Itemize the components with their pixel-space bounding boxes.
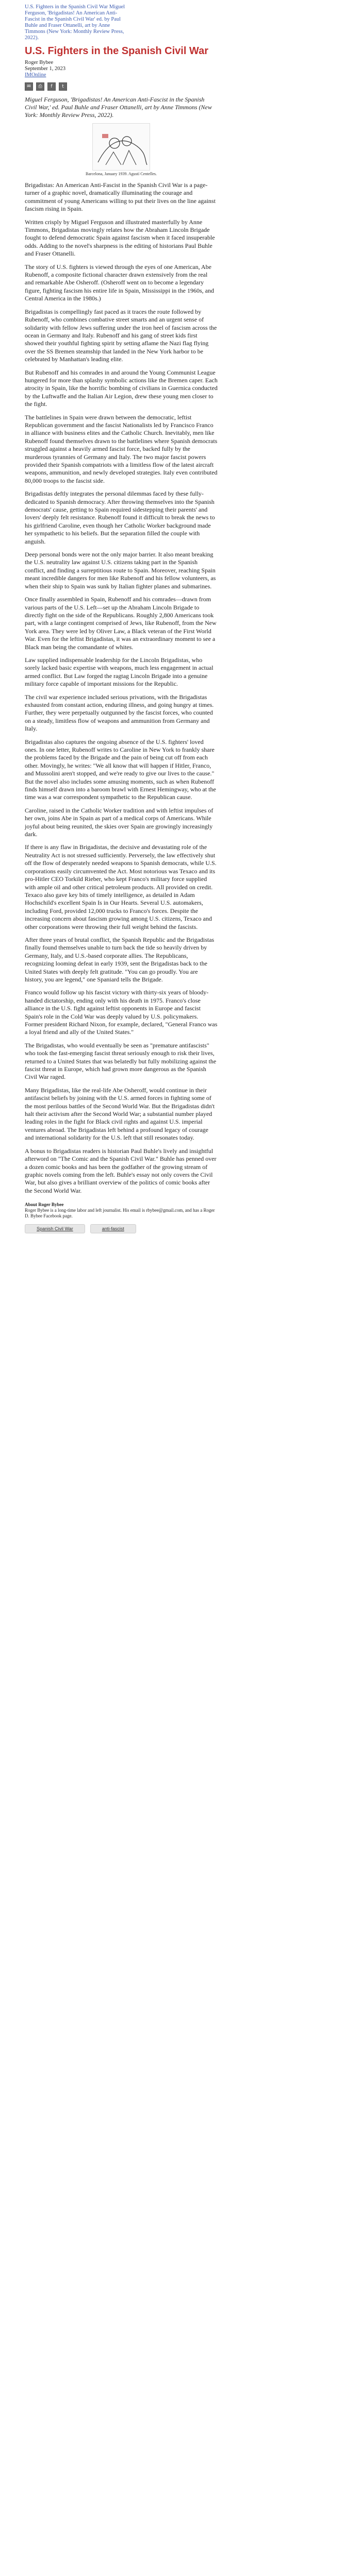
author-bio	[25, 1202, 218, 1219]
illustration-graphic	[93, 124, 150, 170]
paragraph: Law supplied indispensable leadership for the Lincoln Brigadistas, who sorely lacked basic expertise with weapons, much less engagement in actual armed conflict. But Law forged the ragtag Lincoln Brigade into a genuine military force capable of important missions for the Republic.	[25, 656, 214, 688]
tag-spanish-civil-war[interactable]: Spanish Civil War	[25, 1224, 85, 1233]
section-link[interactable]: IMOnline	[25, 72, 46, 78]
article-body	[25, 181, 218, 1195]
paragraph: Brigadistas: An American Anti-Fascist in the Spanish Civil War is a page-turner of a graphic novel, dramatically illuminating the courage and commitment of young Americans willing to put their lives on the line against fascism rising in Spain.	[25, 181, 216, 213]
paragraph: A bonus to Brigadistas readers is historian Paul Buhle's lively and insightful afterword on "The Comic and the Spanish Civil War." Buhle has penned over a dozen comic books and has been the godfather of the growing stream of graphic novels coming from the left. Buhle's essay not only covers the Civil War, but also gives a brilliant overview of the politics of comic books after the Second World War.	[25, 1147, 217, 1194]
illustration-caption: Barcelona, January 1939. Agustí Centelles.	[86, 172, 157, 176]
email-icon[interactable]: ✉	[25, 82, 33, 91]
twitter-icon[interactable]: t	[59, 82, 67, 91]
article-illustration	[92, 123, 150, 171]
paragraph: The story of U.S. fighters is viewed through the eyes of one American, Abe Rubenoff, a composite fictional character drawn extensively from the real and remarkable Abe Osheroff. (Osheroff went on to become a legendary figure, fighting fascism his entire life in Spain, Mississippi in the 1960s, and Central America in the 1980s.)	[25, 263, 214, 302]
publish-date: September 1, 2023	[25, 66, 66, 72]
paragraph: The Brigadistas, who would eventually be seen as "premature antifascists" who took the fast-emerging fascist threat seriously enough to risk their lives, returned to a United States that was belatedly but fully mobilizing against the fascist threat in Europe, which had grown more dangerous as the Spanish Civil War raged.	[25, 1041, 217, 1081]
paragraph: Brigadistas is compellingly fast paced as it traces the route followed by Rubenoff, who combines combative street smarts and an urgent sense of solidarity with fellow Jews suffering under the iron heel of fascism across the ocean in Germany and Italy. Rubenoff and his gang of street kids first showed their youthful fighting spirit by setting aflame the Nazi flag flying over the SS Bremen steamship that landed in the New York harbor to be celebrated by Manhattan's leading elite.	[25, 308, 217, 363]
paragraph: The battlelines in Spain were drawn between the democratic, leftist Republican government and the fascist Nationalists led by Francisco Franco in alliance with business elites and the Catholic Church. Inevitably, men like Rubenoff found themselves drawn to the battlelines where Spanish democrats struggled against a heavily armed fascist force, backed fully by the murderous tyrannies of Germany and Italy. The two major fascist powers provided their Spanish compatriots with a limitless flow of the latest aircraft weapons, ammunition, and newly developed strategies. Italy even contributed 80,000 troops to the fascist side.	[25, 413, 218, 484]
paragraph: Brigadistas deftly integrates the personal dilemmas faced by these fully-dedicated to Spanish democracy. After throwing themselves into the Spanish democrats' cause, getting to Spain required sidestepping their parents' and lovers' deeply felt resistance. Rubenoff found it difficult to break the news to his girlfriend Caroline, even though her Catholic Worker background made her sympathetic to his beliefs. But the separation filled the couple with anguish.	[25, 490, 215, 545]
lede: Miguel Ferguson, 'Brigadistas! An American Anti-Fascist in the Spanish Civil War,' ed. Paul Buhle and Fraser Ottanelli, art by Anne Timmons (New York: Monthly Review Press, 2022).	[25, 96, 212, 118]
tag-anti-fascist[interactable]: anti-fascist	[90, 1224, 136, 1233]
paragraph: If there is any flaw in Brigadistas, the decisive and devastating role of the Neutrality Act is not stressed sufficiently. Perversely, the law effectively shut off the flow of desperately needed weapons to Spanish democrats, while U.S. corporations easily circumvented the Act. Most notorious was Texaco and its pro-Hitler CEO Torkild Rieber, who kept Franco's military force supplied with ample oil and other critical petroleum products. All provided on credit. Texaco also gave key bits of timely intelligence, as detailed in Adam Hochschild's excellent Spain Is in Our Hearts. Several U.S. automakers, including Ford, provided 12,000 trucks to Franco's forces. Despite the increasing concern about fascism growing among U.S. citizens, Texaco and other corporations were throwing their full weight behind the fascists.	[25, 843, 217, 930]
article	[25, 4, 218, 1233]
paragraph: But Rubenoff and his comrades in and around the Young Communist League hungered for more than splashy symbolic actions like the Bremen caper. Each atrocity in Spain, like the horrific bombing of civilians in Guernica conducted by the Luftwaffe and the Italian Air Legion, drew these young men closer to the fight.	[25, 368, 218, 408]
paragraph: Brigadistas also captures the ongoing absence of the U.S. fighters' loved ones. In one letter, Rubenoff writes to Caroline in New York to frankly share the problems faced by the Brigade and the pain of being cut off from each other. Movingly, he writes: "We all know that will happen if Hitler, Franco, and Mussolini aren't stopped, and we're ready to give our lives to the cause." But the novel also includes some amusing moments, such as when Rubenoff finds himself drawn into a baroom brawl with Ernest Hemingway, who at the time was a war correspondent sympathetic to the Republican cause.	[25, 738, 216, 801]
paragraph: Franco would follow up his fascist victory with thirty-six years of bloody-handed dictatorship, ending only with his death in 1975. Franco's close alliance in the U.S. fight against leftist opponents in Europe and fascist Spain's role in the Cold War was deeply valued by U.S. policymakers. Former president Richard Nixon, for example, declared, "General Franco was a loyal friend and ally of the United States."	[25, 989, 218, 1036]
share-row	[25, 82, 218, 91]
facebook-icon[interactable]: f	[47, 82, 56, 91]
byline	[25, 60, 218, 78]
paragraph: The civil war experience included serious privations, with the Brigadistas exhausted from constant action, enduring illness, and going hungry at times. Further, they were perpetually outgunned by the fascist forces, who counted on a steady, limitless flow of weapons and ammunition from Germany and Italy.	[25, 693, 214, 733]
paragraph: Written crisply by Miguel Ferguson and illustrated masterfully by Anne Timmons, Brigadistas movingly relates how the Abraham Lincoln Brigade fought to defend democratic Spain against fascism when it faced insuperable odds. Adding to the novel's sharpness is the editing of historians Paul Buhle and Fraser Ottanelli.	[25, 218, 215, 258]
paragraph: Many Brigadistas, like the real-life Abe Osheroff, would continue in their antifascist beliefs by joining with the U.S. armed forces in fighting some of the most perilous battles of the Second World War. But the Brigadistas didn't halt their activism after the Second World War; a substantial number played leading roles in the fight for Black civil rights and against U.S. imperial ventures abroad. The Brigadistas left behind a profound legacy of courage and international solidarity for the U.S. left that still resonates today.	[25, 1086, 215, 1142]
author-bio-text: Roger Bybee is a long-time labor and left journalist. His email is rbybee@gmail.com, and has a Roger D. Bybee Facebook page.	[25, 1208, 215, 1219]
article-title[interactable]: U.S. Fighters in the Spanish Civil War	[25, 45, 208, 57]
paragraph: Deep personal bonds were not the only major barrier. It also meant breaking the U.S. neutrality law against U.S. citizens taking part in the Spanish conflict, and finding a surreptitious route to Spain. Moreover, reaching Spain meant incredible dangers for men like Rubenoff and his fellow volunteers, as when their ship to Spain was sunk by Italian fighter planes and submarines.	[25, 551, 216, 590]
paragraph: Once finally assembled in Spain, Rubenoff and his comrades—drawn from various parts of the U.S. Left—set up the Abraham Lincoln Brigade to directly fight on the side of the Republicans. Roughly 2,800 Americans took part, with a large contingent comprised of Jews, like Rubenoff, from the New York area. They were led by Oliver Law, a Black veteran of the First World War. Even for the leftist Brigadistas, it was an extraordinary moment to see a Black man being the comandante of whites.	[25, 596, 217, 651]
tag-list	[25, 1224, 218, 1233]
author-bio-label: About Roger Bybee	[25, 1202, 64, 1208]
paragraph: After three years of brutal conflict, the Spanish Republic and the Brigadistas finally found themselves unable to turn back the tide so heavily driven by Germany, Italy, and U.S.-based corporate allies. The Republicans, recognizing looming defeat in early 1939, sent the Brigadistas back to the United States with deeply felt gratitude. "You can go proudly. You are history, you are legend," one Spaniard tells the Brigade.	[25, 936, 215, 983]
author-name: Roger Bybee	[25, 60, 54, 65]
paragraph: Caroline, raised in the Catholic Worker tradition and with leftist impulses of her own, joins Abe in Spain as part of a medical corps of Americans. While joyful about being reunited, the skies over Spain are growingly increasingly dark.	[25, 806, 214, 838]
print-icon[interactable]: ⎙	[36, 82, 44, 91]
header-image-alt-text: U.S. Fighters in the Spanish Civil War Miguel Ferguson, 'Brigadistas! An American Anti-Fascist in the Spanish Civil War' ed. by Paul Buhle and Fraser Ottanelli, art by Anne Timmons (New York: Monthly Review Press, 2022).	[25, 4, 125, 41]
